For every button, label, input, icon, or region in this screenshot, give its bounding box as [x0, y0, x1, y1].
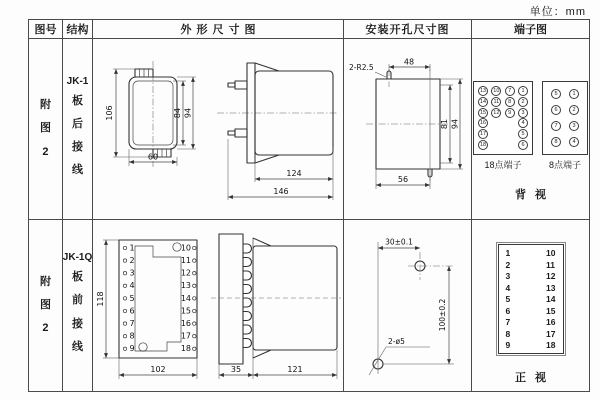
model-name: JK-1Q: [62, 252, 93, 264]
terminal-left-column: [506, 248, 511, 350]
row1-structure: [63, 39, 93, 220]
rear-view-label: 背视: [515, 189, 555, 201]
terminal-number: 5: [505, 294, 511, 304]
terminal-8pt-box: [542, 81, 588, 155]
terminal-point: 8: [551, 137, 561, 147]
terminal-point: 18: [479, 141, 487, 148]
dimension-table: [28, 19, 590, 392]
dim-121: 121: [287, 365, 303, 374]
svg-text:10: 10: [180, 243, 191, 253]
terminal-point: 1: [518, 86, 528, 96]
svg-text:6: 6: [129, 306, 135, 316]
terminal-8pt-label: 8点端子: [548, 160, 581, 170]
jk1q-side-view-drawing: [209, 224, 343, 389]
svg-text:17: 17: [180, 331, 191, 341]
terminal-number: 4: [505, 282, 511, 293]
wiring-type: 板前接线: [71, 271, 83, 353]
terminal-gap: [491, 118, 501, 128]
wiring-type: 板后接线: [71, 94, 83, 177]
dim-102: 102: [150, 365, 166, 374]
dim-56: 56: [397, 175, 409, 184]
svg-text:13: 13: [180, 281, 191, 291]
terminal-point: 7: [505, 86, 515, 96]
terminal-point: 11: [491, 97, 501, 107]
front-view-label: 正视: [515, 372, 555, 384]
row1-mounting-cell: [344, 39, 472, 220]
header-structure: 结构: [63, 20, 93, 39]
terminal-point: 6: [551, 105, 561, 115]
terminal-point: 13: [479, 88, 487, 94]
svg-text:8: 8: [129, 331, 135, 341]
terminal-point: 5: [551, 89, 561, 99]
terminal-number: 17: [546, 328, 556, 339]
terminal-point: 10: [493, 88, 500, 94]
jk1-side-view-drawing: [201, 49, 341, 209]
terminal-point: 8: [505, 97, 515, 107]
terminal-point: 6: [518, 140, 528, 150]
terminal-right-column: [546, 248, 555, 350]
unit-label: 单位：mm: [529, 6, 586, 18]
terminal-point: 1: [569, 89, 579, 99]
terminal-number: 10: [546, 248, 556, 258]
header-terminal: 端子图: [472, 20, 589, 39]
hole-size-label: 2-ø5: [388, 337, 405, 346]
dim-81: 81: [440, 118, 449, 130]
svg-text:16: 16: [180, 319, 191, 328]
terminal-point: 7: [551, 121, 561, 131]
dim-94: 94: [450, 118, 460, 130]
terminal-number: 18: [546, 340, 556, 350]
terminal-gap: [505, 129, 515, 139]
terminal-point: 5: [518, 129, 528, 139]
terminal-number: 15: [546, 305, 556, 316]
svg-text:14: 14: [180, 293, 191, 303]
terminal-number: 14: [546, 294, 556, 304]
terminal-number: 16: [546, 317, 556, 327]
terminal-number: 13: [546, 282, 556, 293]
svg-text:3: 3: [129, 268, 135, 278]
terminal-point: 4: [569, 137, 579, 147]
row2-mounting-cell: [344, 220, 472, 391]
dim-48: 48: [403, 57, 415, 67]
row1-outline-cell: [93, 39, 344, 220]
dim-94: 94: [183, 107, 193, 119]
dim-60: 60: [147, 152, 159, 162]
terminal-number: 1: [505, 248, 511, 258]
jk1-front-view-drawing: [99, 49, 199, 209]
svg-text:7: 7: [129, 319, 135, 328]
svg-text:12: 12: [180, 268, 191, 278]
dim-124: 124: [286, 169, 302, 178]
model-name: JK-1: [66, 75, 89, 87]
svg-text:9: 9: [129, 344, 135, 354]
row2-outline-cell: [93, 220, 344, 391]
terminal-point: 14: [479, 98, 487, 105]
header-fig-no: 图号: [29, 20, 63, 39]
svg-text:4: 4: [129, 281, 135, 291]
terminal-gap: [505, 140, 515, 150]
terminal-18pt-box: [473, 81, 533, 155]
svg-text:15: 15: [180, 306, 191, 316]
terminal-studs: [243, 244, 252, 348]
jk1q-drill-plan-drawing: [348, 224, 468, 394]
fig-no-text: 附图2: [39, 275, 51, 335]
terminal-point: 3: [569, 121, 579, 131]
terminal-point: 4: [518, 118, 528, 128]
header-mounting: 安装开孔尺寸图: [344, 20, 472, 39]
dim-35: 35: [230, 365, 242, 374]
row2-terminal-cell: [472, 220, 589, 391]
dim-30: 30±0.1: [385, 237, 413, 247]
terminal-table-box: [498, 244, 564, 354]
terminal-number: 12: [546, 271, 556, 281]
svg-text:5: 5: [129, 293, 135, 303]
terminal-gap: [491, 140, 501, 150]
row2-structure: [63, 220, 93, 391]
terminal-point: 15: [479, 109, 487, 116]
jk1-panel-cutout-drawing: [348, 49, 468, 209]
terminal-number: 9: [505, 340, 511, 350]
terminal-number: 6: [505, 305, 511, 316]
dim-118: 118: [96, 291, 105, 307]
terminal-point: 16: [479, 120, 487, 127]
terminal-point: 2: [569, 105, 579, 115]
svg-text:2: 2: [129, 256, 135, 265]
terminal-number: 8: [505, 328, 511, 339]
jk1q-front-view-drawing: [95, 226, 213, 388]
row1-fig-no: [29, 39, 63, 220]
terminal-point: 17: [479, 131, 487, 138]
svg-text:18: 18: [180, 344, 191, 354]
terminal-point: 2: [518, 97, 528, 107]
svg-text:11: 11: [180, 256, 191, 265]
dim-146: 146: [273, 187, 289, 196]
fig-no-text: 附图2: [39, 99, 51, 158]
dim-84: 84: [173, 107, 182, 119]
terminal-gap: [491, 129, 501, 139]
row1-terminal-cell: [472, 39, 589, 220]
terminal-18pt-label: 18点端子: [484, 160, 522, 170]
row2-fig-no: [29, 220, 63, 391]
terminal-number: 7: [505, 317, 511, 327]
slot-radius-label: 2-R2.5: [349, 63, 374, 72]
dim-106: 106: [105, 105, 114, 121]
terminal-number: 11: [546, 259, 556, 270]
terminal-point: 12: [493, 109, 500, 116]
header-outline: 外形尺寸图: [93, 20, 344, 39]
terminal-point: 3: [518, 108, 528, 118]
dim-100: 100±0.2: [438, 298, 447, 332]
terminal-number: 2: [505, 259, 511, 270]
pin-numbers: [123, 243, 196, 353]
terminal-number: 3: [505, 271, 511, 281]
terminal-gap: [505, 118, 515, 128]
terminal-point: 9: [505, 108, 515, 118]
svg-text:1: 1: [129, 243, 135, 253]
